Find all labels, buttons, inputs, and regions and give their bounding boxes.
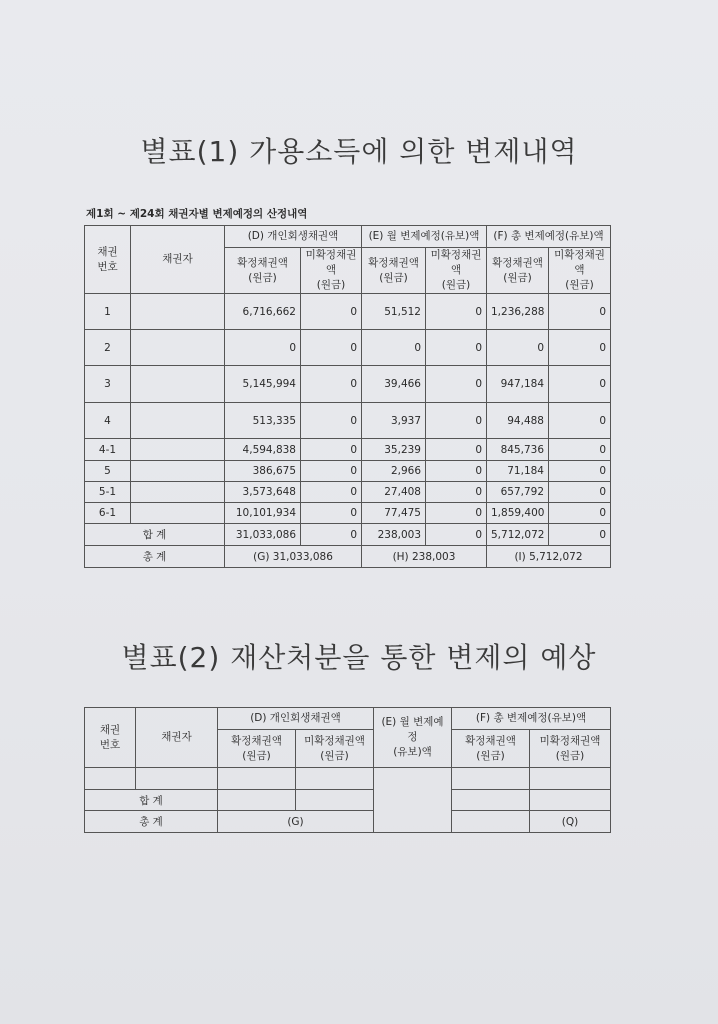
t2-empty-cell [530,790,611,811]
e-confirmed-value: 3,937 [362,403,426,439]
creditor-name-redacted [131,294,225,330]
d-unconfirmed-value: 0 [301,439,362,461]
table-row [85,461,611,482]
d-confirmed-value: 4,594,838 [225,439,301,461]
e-confirmed-value: 2,966 [362,461,426,482]
table-row [85,768,611,790]
f-unconfirmed-value: 0 [549,503,611,524]
sum-e-unconfirmed: 0 [426,524,487,546]
f-confirmed-value: 0 [487,330,549,366]
d-confirmed-value: 513,335 [225,403,301,439]
sum-e-confirmed: 238,003 [362,524,426,546]
sum-d-unconfirmed: 0 [301,524,362,546]
t2-empty-cell [296,790,374,811]
header-d-group: (D) 개인회생채권액 [225,226,362,248]
t2-header-f-confirmed: 확정채권액 (원금) [452,730,530,768]
t2-empty-cell [530,768,611,790]
e-unconfirmed-value: 0 [426,482,487,503]
e-unconfirmed-value: 0 [426,461,487,482]
sum-d-confirmed: 31,033,086 [225,524,301,546]
header-d-unconfirmed: 미확정채권액 (원금) [301,248,362,294]
header-f-group: (F) 총 변제예정(유보)액 [487,226,611,248]
d-confirmed-value: 5,145,994 [225,366,301,403]
f-unconfirmed-value: 0 [549,330,611,366]
creditor-name-redacted [131,482,225,503]
f-unconfirmed-value: 0 [549,482,611,503]
e-unconfirmed-value: 0 [426,330,487,366]
total-label: 총 계 [85,546,225,568]
d-unconfirmed-value: 0 [301,366,362,403]
header-e-confirmed: 확정채권액 (원금) [362,248,426,294]
d-unconfirmed-value: 0 [301,482,362,503]
t2-header-creditor: 채권자 [136,708,218,768]
f-confirmed-value: 1,236,288 [487,294,549,330]
table-row [85,482,611,503]
e-confirmed-value: 35,239 [362,439,426,461]
row-no: 4 [85,403,131,439]
d-confirmed-value: 3,573,648 [225,482,301,503]
d-confirmed-value: 6,716,662 [225,294,301,330]
t2-empty-cell [452,811,530,833]
f-unconfirmed-value: 0 [549,294,611,330]
e-unconfirmed-value: 0 [426,366,487,403]
t2-header-e-group: (E) 월 변제예정 (유보)액 [374,708,452,768]
t2-sum-label: 합 계 [85,790,218,811]
total-row [85,546,611,568]
total-h: (H) 238,003 [362,546,487,568]
row-no: 6-1 [85,503,131,524]
header-d-confirmed: 확정채권액 (원금) [225,248,301,294]
f-confirmed-value: 94,488 [487,403,549,439]
header-creditor-no-label: 채권 번호 [97,245,118,273]
asset-disposal-table [84,707,611,833]
table-row [85,439,611,461]
d-confirmed-value: 0 [225,330,301,366]
d-confirmed-value: 386,675 [225,461,301,482]
e-unconfirmed-value: 0 [426,294,487,330]
e-confirmed-value: 27,408 [362,482,426,503]
repayment-table [84,225,611,568]
header-creditor-no [85,226,131,294]
creditor-name-redacted [131,439,225,461]
row-no: 3 [85,366,131,403]
f-unconfirmed-value: 0 [549,366,611,403]
table-row [85,503,611,524]
t2-total-q: (Q) [530,811,611,833]
d-unconfirmed-value: 0 [301,403,362,439]
e-confirmed-value: 0 [362,330,426,366]
e-unconfirmed-value: 0 [426,403,487,439]
header-e-group: (E) 월 변제예정(유보)액 [362,226,487,248]
creditor-name-redacted [131,461,225,482]
f-confirmed-value: 845,736 [487,439,549,461]
f-confirmed-value: 71,184 [487,461,549,482]
e-confirmed-value: 51,512 [362,294,426,330]
header-creditor: 채권자 [131,226,225,294]
t2-total-label: 총 계 [85,811,218,833]
header-e-unconfirmed: 미확정채권액 (원금) [426,248,487,294]
sum-f-confirmed: 5,712,072 [487,524,549,546]
t2-header-f-group: (F) 총 변제예정(유보)액 [452,708,611,730]
t2-empty-cell [452,768,530,790]
page-title-table1: 별표(1) 가용소득에 의한 변제내역 [140,135,578,168]
d-unconfirmed-value: 0 [301,461,362,482]
table-row [85,403,611,439]
sum-f-unconfirmed: 0 [549,524,611,546]
table-row [85,294,611,330]
t2-header-creditor-no: 채권 번호 [85,708,136,768]
sum-row [85,524,611,546]
header-f-confirmed: 확정채권액 (원금) [487,248,549,294]
t2-total-g: (G) [218,811,374,833]
sum-label: 합 계 [85,524,225,546]
e-unconfirmed-value: 0 [426,439,487,461]
row-no: 4-1 [85,439,131,461]
t2-empty-cell [136,768,218,790]
d-unconfirmed-value: 0 [301,294,362,330]
creditor-name-redacted [131,330,225,366]
d-unconfirmed-value: 0 [301,503,362,524]
e-unconfirmed-value: 0 [426,503,487,524]
t2-e-merged-cell [374,768,452,833]
d-confirmed-value: 10,101,934 [225,503,301,524]
row-no: 1 [85,294,131,330]
f-confirmed-value: 1,859,400 [487,503,549,524]
t2-header-d-group: (D) 개인회생채권액 [218,708,374,730]
page-title-table2: 별표(2) 재산처분을 통한 변제의 예상 [121,641,597,674]
creditor-name-redacted [131,366,225,403]
t2-header-d-unconfirmed: 미확정채권액 (원금) [296,730,374,768]
row-no: 2 [85,330,131,366]
t2-sum-row [85,790,611,811]
e-confirmed-value: 77,475 [362,503,426,524]
total-g: (G) 31,033,086 [225,546,362,568]
t2-empty-cell [218,768,296,790]
f-unconfirmed-value: 0 [549,461,611,482]
table1-subtitle: 제1회 ~ 제24회 채권자별 변제예정의 산정내역 [86,208,308,220]
t2-total-row [85,811,611,833]
f-unconfirmed-value: 0 [549,403,611,439]
t2-header-f-unconfirmed: 미확정채권액 (원금) [530,730,611,768]
e-confirmed-value: 39,466 [362,366,426,403]
t2-header-d-confirmed: 확정채권액 (원금) [218,730,296,768]
creditor-name-redacted [131,503,225,524]
t2-empty-cell [218,790,296,811]
d-unconfirmed-value: 0 [301,330,362,366]
t2-empty-cell [85,768,136,790]
t2-empty-cell [452,790,530,811]
f-confirmed-value: 947,184 [487,366,549,403]
table-row [85,366,611,403]
header-f-unconfirmed: 미확정채권액 (원금) [549,248,611,294]
total-i: (I) 5,712,072 [487,546,611,568]
creditor-name-redacted [131,403,225,439]
row-no: 5 [85,461,131,482]
row-no: 5-1 [85,482,131,503]
f-confirmed-value: 657,792 [487,482,549,503]
t2-empty-cell [296,768,374,790]
f-unconfirmed-value: 0 [549,439,611,461]
table-row [85,330,611,366]
